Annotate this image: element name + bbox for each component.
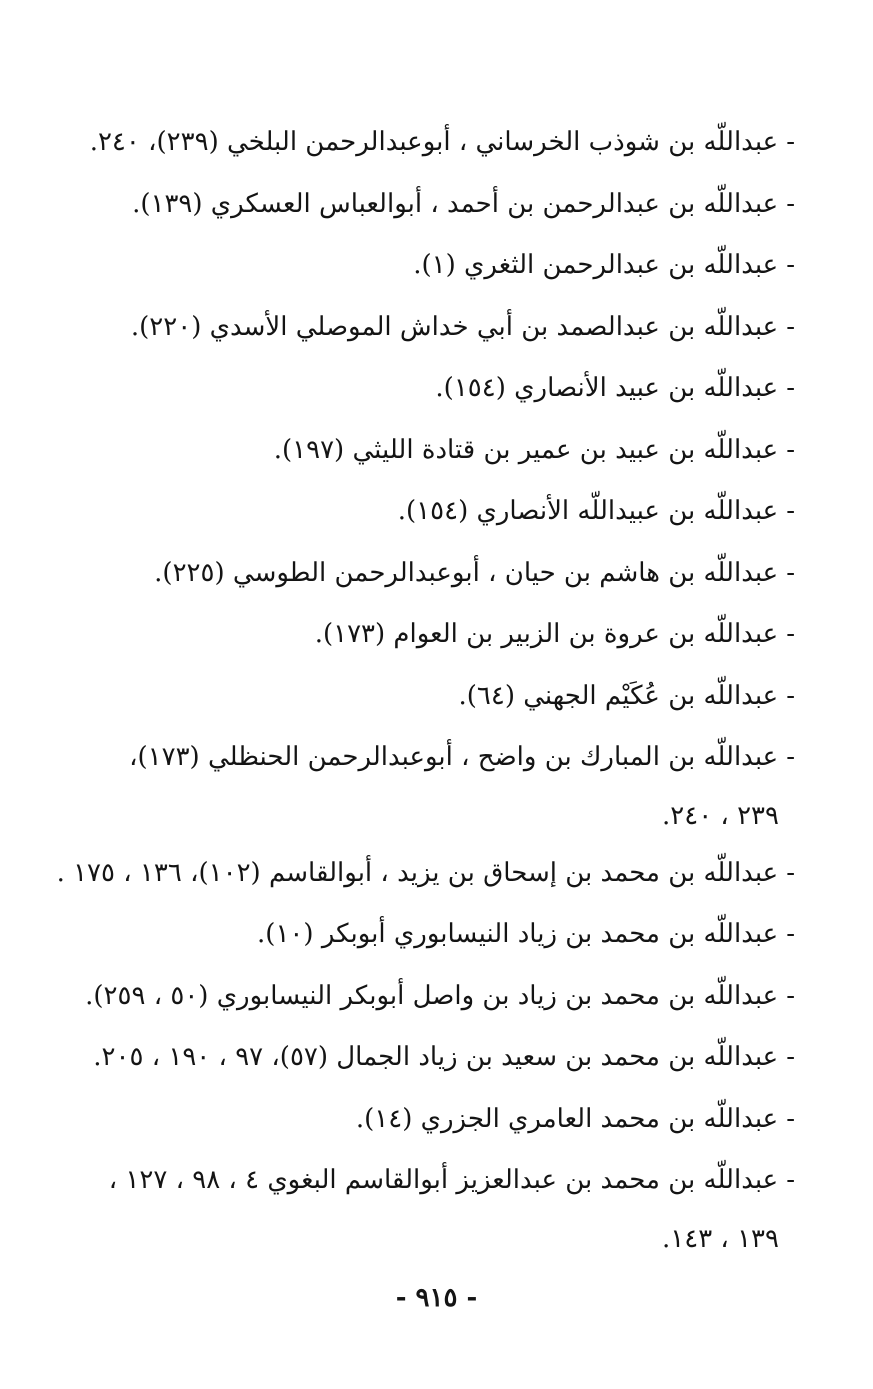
page-number: - ٩١٥ - xyxy=(395,1283,478,1313)
entry-text: عبداللّه بن عروة بن الزبير بن العوام (١٧٣). xyxy=(314,619,779,649)
index-entry: -عبداللّه بن عُكَيْم الجهني (٦٤). xyxy=(458,680,795,711)
entry-text: عبداللّه بن عبيد بن عمير بن قتادة الليثي (١٩٧). xyxy=(273,434,779,465)
index-entry: -عبداللّه بن محمد بن سعيد بن زياد الجمال (٥٧)، ٩٧ ، ١٩٠ ، ٢٠٥. xyxy=(93,1042,795,1072)
entry-continuation: ٢٣٩ ، ٢٤٠. xyxy=(662,800,779,831)
entry-text: عبداللّه بن محمد بن زياد بن واصل أبوبكر النيسابوري (٥٠ ، ٢٥٩). xyxy=(85,980,779,1011)
entry-text: عبداللّه بن عبدالصمد بن أبي خداش الموصلي الأسدي (٢٢٠). xyxy=(130,311,779,342)
entry-text: عبداللّه بن عبيد الأنصاري (١٥٤). xyxy=(435,373,779,403)
entry-text: عبداللّه بن محمد بن عبدالعزيز أبوالقاسم البغوي ٤ ، ٩٨ ، ١٢٧ ، xyxy=(108,1165,779,1195)
index-entry: -عبداللّه بن شوذب الخرساني ، أبوعبدالرحمن البلخي (٢٣٩)، ٢٤٠. xyxy=(89,127,795,157)
index-entry: -عبداللّه بن محمد بن زياد بن واصل أبوبكر النيسابوري (٥٠ ، ٢٥٩). xyxy=(85,980,795,1011)
entry-text: عبداللّه بن هاشم بن حيان ، أبوعبدالرحمن الطوسي (٢٢٥). xyxy=(154,557,779,588)
index-entry: -عبداللّه بن محمد بن إسحاق بن يزيد ، أبوالقاسم (١٠٢)، ١٣٦ ، ١٧٥ . xyxy=(56,857,795,888)
index-entry: -عبداللّه بن عروة بن الزبير بن العوام (١٧٣). xyxy=(314,619,795,649)
entry-text: عبداللّه بن محمد بن زياد النيسابوري أبوبكر (١٠). xyxy=(257,919,779,949)
index-entry: -عبداللّه بن عبيد الأنصاري (١٥٤). xyxy=(435,373,795,403)
index-entries-list xyxy=(56,112,795,1266)
index-entry: -عبداللّه بن عبدالرحمن بن أحمد ، أبوالعباس العسكري (١٣٩). xyxy=(132,188,795,219)
entry-text: عبداللّه بن عبدالرحمن الثغري (١). xyxy=(413,250,779,280)
index-entry: -عبداللّه بن عبدالصمد بن أبي خداش الموصلي الأسدي (٢٢٠). xyxy=(130,311,795,342)
index-entry: -عبداللّه بن عبيد بن عمير بن قتادة الليثي (١٩٧). xyxy=(273,434,795,465)
entry-text: عبداللّه بن محمد بن إسحاق بن يزيد ، أبوالقاسم (١٠٢)، ١٣٦ ، ١٧٥ . xyxy=(56,857,779,888)
entry-text: عبداللّه بن محمد العامري الجزري (١٤). xyxy=(355,1103,779,1134)
entry-text: عبداللّه بن محمد بن سعيد بن زياد الجمال (٥٧)، ٩٧ ، ١٩٠ ، ٢٠٥. xyxy=(93,1042,779,1072)
entry-text: عبداللّه بن شوذب الخرساني ، أبوعبدالرحمن البلخي (٢٣٩)، ٢٤٠. xyxy=(89,127,779,157)
index-entry: -عبداللّه بن محمد بن زياد النيسابوري أبوبكر (١٠). xyxy=(257,919,795,949)
index-entry: -عبداللّه بن محمد العامري الجزري (١٤). xyxy=(355,1103,795,1134)
index-entry: -عبداللّه بن المبارك بن واضح ، أبوعبدالرحمن الحنظلي (١٧٣)، ٢٣٩ ، ٢٤٠. xyxy=(96,727,795,843)
index-entry: -عبداللّه بن محمد بن عبدالعزيز أبوالقاسم البغوي ٤ ، ٩٨ ، ١٢٧ ، ١٣٩ ، ١٤٣. xyxy=(96,1150,795,1266)
entry-text: عبداللّه بن عُكَيْم الجهني (٦٤). xyxy=(458,680,779,711)
entry-text: عبداللّه بن عبيداللّه الأنصاري (١٥٤). xyxy=(397,496,779,526)
index-entry: -عبداللّه بن هاشم بن حيان ، أبوعبدالرحمن الطوسي (٢٢٥). xyxy=(154,557,795,588)
entry-continuation: ١٣٩ ، ١٤٣. xyxy=(662,1223,779,1254)
index-entry: -عبداللّه بن عبدالرحمن الثغري (١). xyxy=(413,250,795,280)
index-entry: -عبداللّه بن عبيداللّه الأنصاري (١٥٤). xyxy=(397,496,795,526)
entry-text: عبداللّه بن المبارك بن واضح ، أبوعبدالرحمن الحنظلي (١٧٣)، xyxy=(129,742,779,772)
entry-text: عبداللّه بن عبدالرحمن بن أحمد ، أبوالعباس العسكري (١٣٩). xyxy=(132,188,779,219)
